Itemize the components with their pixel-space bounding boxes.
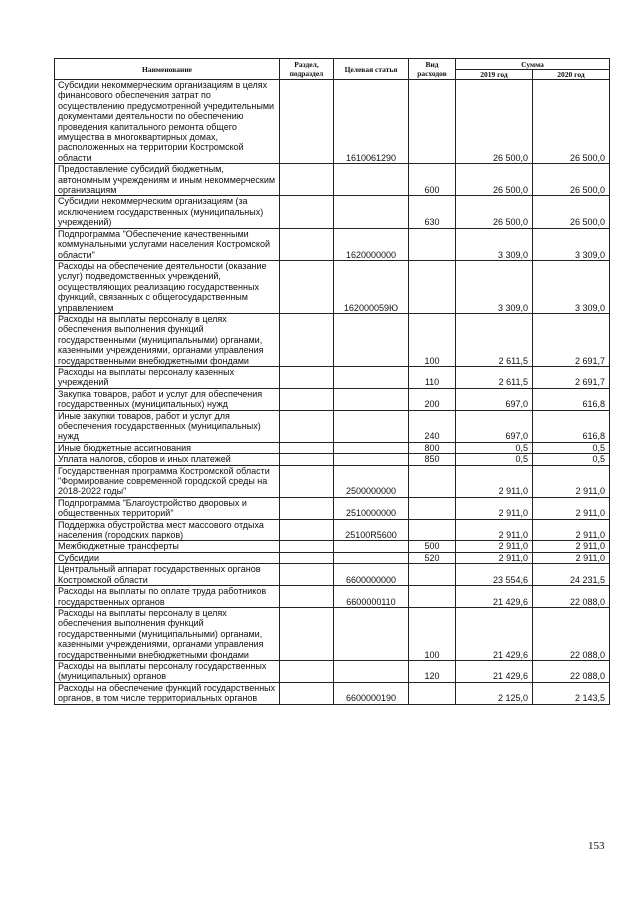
row-sum-2020: 26 500,0	[533, 80, 610, 164]
row-sum-2019: 697,0	[456, 388, 533, 410]
table-row	[55, 564, 610, 586]
row-kind: 100	[409, 313, 456, 366]
row-kind	[409, 465, 456, 497]
row-target	[334, 541, 409, 552]
row-section	[280, 564, 334, 586]
row-section	[280, 607, 334, 660]
row-sum-2019: 2 911,0	[456, 541, 533, 552]
row-kind	[409, 682, 456, 704]
row-sum-2020: 3 309,0	[533, 228, 610, 260]
row-target	[334, 313, 409, 366]
row-sum-2019: 3 309,0	[456, 260, 533, 313]
header-kind: Вид расходов	[409, 59, 456, 80]
budget-table	[54, 58, 610, 705]
table-row	[55, 607, 610, 660]
row-sum-2020: 0,5	[533, 454, 610, 465]
row-kind	[409, 564, 456, 586]
header-year-2019: 2019 год	[456, 70, 533, 80]
row-target: 25100R5600	[334, 519, 409, 541]
page-number: 153	[588, 840, 605, 852]
table-row	[55, 442, 610, 453]
row-sum-2019: 21 429,6	[456, 660, 533, 682]
row-name: Поддержка обустройства мест массового отдыха населения (городских парков)	[55, 519, 280, 541]
row-name: Центральный аппарат государственных органов Костромской области	[55, 564, 280, 586]
row-sum-2019: 697,0	[456, 410, 533, 442]
row-section	[280, 465, 334, 497]
row-sum-2020: 22 088,0	[533, 607, 610, 660]
row-name: Расходы на выплаты по оплате труда работников государственных органов	[55, 586, 280, 608]
row-target	[334, 442, 409, 453]
row-name: Закупка товаров, работ и услуг для обеспечения государственных (муниципальных) нужд	[55, 388, 280, 410]
row-sum-2020: 2 911,0	[533, 497, 610, 519]
row-kind: 240	[409, 410, 456, 442]
row-name: Расходы на обеспечение деятельности (оказание услуг) подведомственных учреждений, осуществляющих реализацию государственных функций, связанных с общегосударственным управлением	[55, 260, 280, 313]
row-target: 2510000000	[334, 497, 409, 519]
row-section	[280, 164, 334, 196]
table-row	[55, 164, 610, 196]
row-sum-2020: 22 088,0	[533, 660, 610, 682]
table-row	[55, 366, 610, 388]
table-row	[55, 465, 610, 497]
row-kind: 520	[409, 552, 456, 563]
row-section	[280, 260, 334, 313]
row-section	[280, 660, 334, 682]
header-target: Целевая статья	[334, 59, 409, 80]
row-sum-2020: 26 500,0	[533, 164, 610, 196]
row-target	[334, 607, 409, 660]
row-sum-2020: 2 911,0	[533, 541, 610, 552]
row-target	[334, 196, 409, 228]
table-row	[55, 454, 610, 465]
table-row	[55, 519, 610, 541]
row-name: Субсидии	[55, 552, 280, 563]
row-name: Иные закупки товаров, работ и услуг для обеспечения государственных (муниципальных) нужд	[55, 410, 280, 442]
row-sum-2019: 2 611,5	[456, 366, 533, 388]
row-section	[280, 228, 334, 260]
row-target: 6600000000	[334, 564, 409, 586]
row-sum-2019: 21 429,6	[456, 586, 533, 608]
row-name: Субсидии некоммерческим организациям (за исключением государственных (муниципальных) учреждений)	[55, 196, 280, 228]
row-sum-2019: 0,5	[456, 454, 533, 465]
row-target	[334, 164, 409, 196]
row-kind: 200	[409, 388, 456, 410]
row-section	[280, 454, 334, 465]
row-section	[280, 80, 334, 164]
row-sum-2020: 616,8	[533, 388, 610, 410]
row-kind	[409, 228, 456, 260]
row-target	[334, 366, 409, 388]
row-sum-2020: 2 691,7	[533, 313, 610, 366]
table-row	[55, 410, 610, 442]
row-kind	[409, 586, 456, 608]
row-kind	[409, 80, 456, 164]
row-sum-2019: 3 309,0	[456, 228, 533, 260]
row-kind	[409, 260, 456, 313]
row-target: 1610061290	[334, 80, 409, 164]
row-sum-2019: 0,5	[456, 442, 533, 453]
table-row	[55, 260, 610, 313]
row-name: Расходы на выплаты персоналу в целях обеспечения выполнения функций государственными (муниципальными) органами, казенными учреждениями, органами управления государственными внебюджетными фондами	[55, 607, 280, 660]
row-section	[280, 682, 334, 704]
row-name: Государственная программа Костромской области "Формирование современной городской среды на 2018-2022 годы"	[55, 465, 280, 497]
row-sum-2019: 2 911,0	[456, 465, 533, 497]
row-name: Субсидии некоммерческим организациям в целях финансового обеспечения затрат по осуществлению предусмотренной учредительными документами деятельности по обеспечению проведения капитального ремонта общего имущества в многоквартирных домах, расположенных на территории Костромской области	[55, 80, 280, 164]
row-section	[280, 497, 334, 519]
row-sum-2020: 24 231,5	[533, 564, 610, 586]
row-sum-2019: 26 500,0	[456, 164, 533, 196]
header-name: Наименование	[55, 59, 280, 80]
row-sum-2020: 2 143,5	[533, 682, 610, 704]
row-sum-2019: 2 911,0	[456, 497, 533, 519]
row-name: Подпрограмма "Обеспечение качественными коммунальными услугами населения Костромской области"	[55, 228, 280, 260]
table-row	[55, 228, 610, 260]
table-row	[55, 313, 610, 366]
row-sum-2019: 23 554,6	[456, 564, 533, 586]
row-sum-2019: 2 611,5	[456, 313, 533, 366]
table-body	[55, 80, 610, 705]
row-sum-2020: 616,8	[533, 410, 610, 442]
table-row	[55, 586, 610, 608]
row-sum-2019: 21 429,6	[456, 607, 533, 660]
table-row	[55, 682, 610, 704]
row-sum-2020: 0,5	[533, 442, 610, 453]
row-name: Подпрограмма "Благоустройство дворовых и общественных территорий"	[55, 497, 280, 519]
row-name: Предоставление субсидий бюджетным, автономным учреждениям и иным некоммерческим организациям	[55, 164, 280, 196]
row-target: 6600000190	[334, 682, 409, 704]
row-section	[280, 313, 334, 366]
row-sum-2020: 22 088,0	[533, 586, 610, 608]
row-sum-2020: 26 500,0	[533, 196, 610, 228]
row-name: Расходы на выплаты персоналу казенных учреждений	[55, 366, 280, 388]
row-section	[280, 388, 334, 410]
header-section: Раздел, подраздел	[280, 59, 334, 80]
row-target: 162000059Ю	[334, 260, 409, 313]
row-sum-2019: 26 500,0	[456, 80, 533, 164]
table-row	[55, 196, 610, 228]
row-sum-2019: 2 125,0	[456, 682, 533, 704]
row-kind	[409, 519, 456, 541]
row-target: 6600000110	[334, 586, 409, 608]
table-row	[55, 541, 610, 552]
table-row	[55, 497, 610, 519]
header-sum: Сумма	[456, 59, 610, 70]
row-kind: 110	[409, 366, 456, 388]
row-section	[280, 552, 334, 563]
row-name: Уплата налогов, сборов и иных платежей	[55, 454, 280, 465]
row-target	[334, 552, 409, 563]
row-kind: 500	[409, 541, 456, 552]
row-section	[280, 541, 334, 552]
row-sum-2020: 2 911,0	[533, 519, 610, 541]
row-kind: 600	[409, 164, 456, 196]
row-name: Расходы на выплаты персоналу в целях обеспечения выполнения функций государственными (муниципальными) органами, казенными учреждениями, органами управления государственными внебюджетными фондами	[55, 313, 280, 366]
row-sum-2019: 26 500,0	[456, 196, 533, 228]
row-section	[280, 442, 334, 453]
table-row	[55, 80, 610, 164]
row-sum-2019: 2 911,0	[456, 519, 533, 541]
row-section	[280, 366, 334, 388]
table-row	[55, 388, 610, 410]
row-sum-2020: 2 691,7	[533, 366, 610, 388]
row-kind: 800	[409, 442, 456, 453]
row-kind: 120	[409, 660, 456, 682]
table-row	[55, 660, 610, 682]
row-sum-2020: 2 911,0	[533, 552, 610, 563]
row-sum-2020: 3 309,0	[533, 260, 610, 313]
row-target	[334, 388, 409, 410]
row-section	[280, 196, 334, 228]
row-sum-2019: 2 911,0	[456, 552, 533, 563]
row-name: Расходы на выплаты персоналу государственных (муниципальных) органов	[55, 660, 280, 682]
row-kind: 630	[409, 196, 456, 228]
row-target: 1620000000	[334, 228, 409, 260]
row-name: Расходы на обеспечение функций государственных органов, в том числе территориальных органов	[55, 682, 280, 704]
row-sum-2020: 2 911,0	[533, 465, 610, 497]
table-header	[55, 59, 610, 80]
row-section	[280, 519, 334, 541]
row-target	[334, 660, 409, 682]
row-kind: 850	[409, 454, 456, 465]
row-kind	[409, 497, 456, 519]
row-name: Иные бюджетные ассигнования	[55, 442, 280, 453]
header-year-2020: 2020 год	[533, 70, 610, 80]
row-section	[280, 586, 334, 608]
row-kind: 100	[409, 607, 456, 660]
row-section	[280, 410, 334, 442]
row-target	[334, 454, 409, 465]
row-target	[334, 410, 409, 442]
row-target: 2500000000	[334, 465, 409, 497]
row-name: Межбюджетные трансферты	[55, 541, 280, 552]
table-row	[55, 552, 610, 563]
